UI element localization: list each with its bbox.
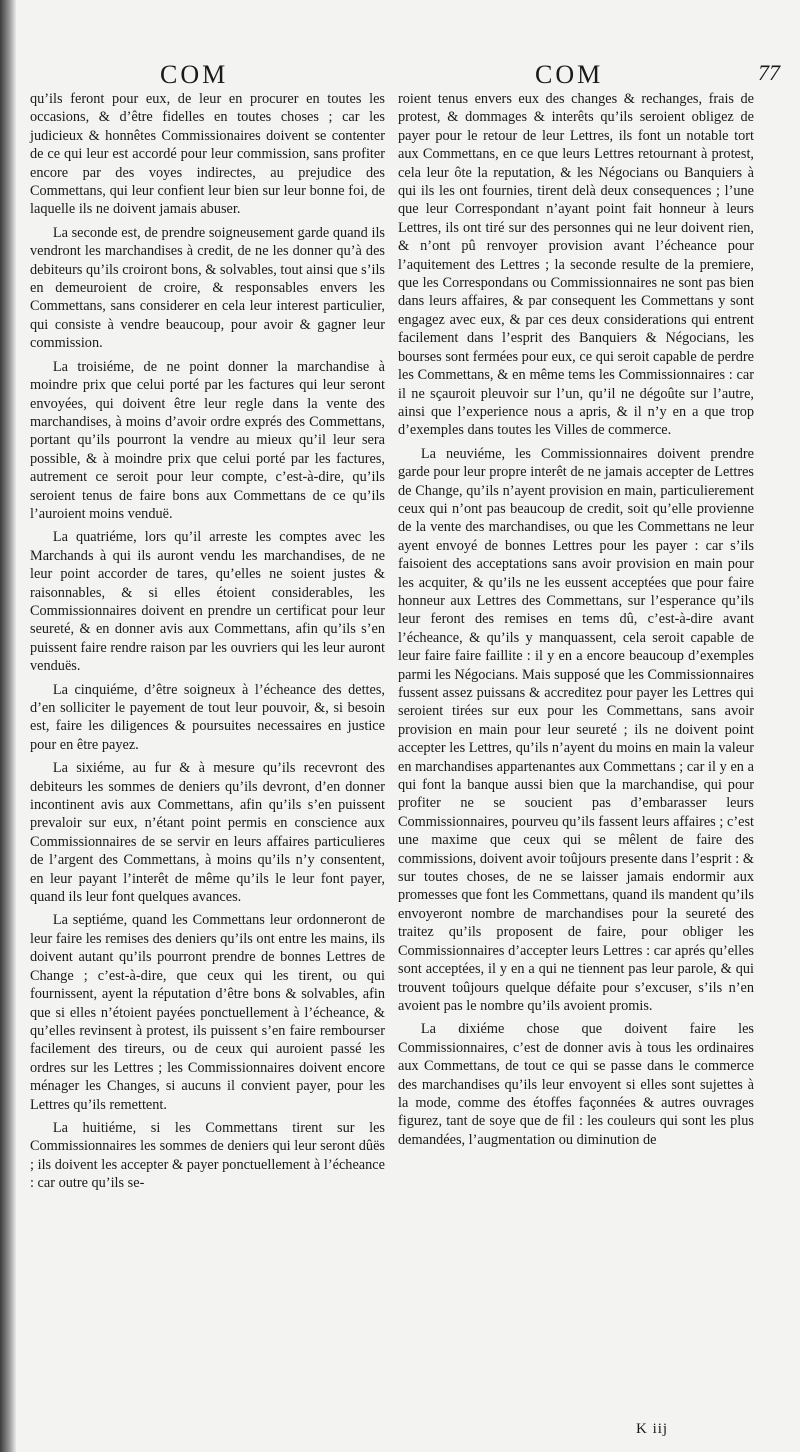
right-column	[398, 90, 754, 1149]
page-header	[20, 52, 780, 92]
paragraph: La quatriéme, lors qu’il arreste les comptes avec les Marchands à qui ils auront vendu les marchandises, de ne leur point accorder de tares, qu’elles ne soient justes & raisonnables, & si elles étoient considerables, les Commissionnaires doivent en prendre un certificat pour leur seureté, & en donner avis aux Commettans, afin qu’ils s’en puissent faire rendre raison par les ouvriers qui les leur auront venduës.	[30, 529, 385, 675]
paragraph: La neuviéme, les Commissionnaires doivent prendre garde pour leur propre interêt de ne jamais accepter de Lettres de Change, qu’ils n’ayent provision en main, particulierement ceux qui n’ont pas beaucoup de credit, soit qu’elle provienne de la vente des marchandises, ou que les Commettans ne leur ayent envoyé de bonnes Lettres pour les payer : car s’ils faisoient des acceptations sans avoir provision en main pour les acquiter, & qu’ils ne les eussent acceptées que pour faire honneur aux Lettres des Commettans, sur l’esperance qu’ils leur feront des remises en tems dû, c’est-à-dire avant l’écheance, & qu’ils y manquassent, cela seroit capable de leur faire faire faillite : il y en a encore beaucoup d’exemples parmi les Négocians. Mais supposé que les Commissionnaires fussent assez puissans & accreditez pour payer les Lettres qui seroient tirées sur eux pour les Commettans, sans avoir provision en main pour leur seureté ; ils ne doivent point accepter les Lettres, qu’ils n’ayent du moins en main la valeur en marchandises appartenantes aux Commettans ; car il y en a qui font la banque aussi bien que la marchandise, qui pour profiter ne se soucient pas d’embarasser leurs Commissionnaires, pourveu qu’ils fassent leurs affaires ; c’est une maxime que ceux qui se mêlent de faire des commissions, doivent avoir toûjours presente dans l’esprit : & sur toutes choses, de ne se laisser jamais endormir aux promesses que font les Commettans, quand ils mandent qu’ils envoyeront nombre de marchandises pour la seureté des traitez qu’ils proposent de faire, pour obliger les Commissionnaires d’accepter leurs Lettres : car aprés qu’elles sont acceptées, il y en a qui ne tiennent pas leur parole, & qui trouvent toûjours quelque défaite pour s’excuser, s’ils n’en avoient pas le nombre qu’ils avoient promis.	[398, 445, 754, 1014]
paragraph: qu’ils feront pour eux, de leur en procurer en toutes les occasions, & d’être fidelles en toutes choses ; car les judicieux & honnêtes Commissionaires doivent se contenter de ce qui leur est accordé pour leur commission, sans profiter encore par des voyes indirectes, au prejudice des Commettans, qui leur confient leur bien sur leur bonne foi, de laquelle ils ne doivent jamais abuser.	[30, 91, 385, 218]
page-number: 77	[758, 60, 780, 85]
paragraph: roient tenus envers eux des changes & rechanges, frais de protest, & dommages & interêts qu’ils seroient obligez de payer pour le retour de leur Lettres, ils font un notable tort aux Commettans, en ce que leurs Lettres retournant à protest, cela leur ôte la reputation, & les Négocians ou Banquiers à qui ils les ont fournies, tirent delà deux consequences ; l’une que leur Correspondant n’ayant point fait honneur à leurs Lettres, ils ont tiré sur des personnes qui ne leur doivent rien, & n’ont pû renvoyer provision avant l’écheance pour l’aquitement des Lettres ; la seconde resulte de la premiere, que les Correspondans ou Commissionnaires ne sont pas bien dans leurs affaires, & par consequent les Commettans y sont engagez avec eux, & par ces deux considerations qui entrent facilement dans l’esprit des Banquiers & Négocians, les bourses sont fermées pour eux, ce qui seroit capable de perdre les Commettans, & en même tems les Commissionnaires : car il ne sçauroit pleuvoir sur l’un, qu’il ne dégoûte sur l’autre, ainsi que l’experience nous a apris, & il n’y en a que trop d’exemples dans toutes les Villes de commerce.	[398, 91, 754, 439]
paragraph: La septiéme, quand les Commettans leur ordonneront de leur faire les remises des deniers qu’ils ont entre les mains, ils doivent autant qu’ils pourront prendre de bonnes Lettres de Change ; c’est-à-dire, que ceux qui les tirent, ou qui fournissent, ayent la réputation d’être bons & solvables, afin que si elles n’étoient payées ponctuellement à l’écheance, & qu’elles revinsent à protest, ils puissent s’en faire rembourser facilement des tireurs, ou de ceux qui auroient passé les ordres sur les Lettres ; les Commissionnaires doivent encore ménager les Changes, si aucuns il convient payer, pour les Lettres qu’ils remettent.	[30, 912, 385, 1113]
paragraph: La seconde est, de prendre soigneusement garde quand ils vendront les marchandises à credit, de ne les donner qu’à des debiteurs qu’ils croiront bons, & solvables, tout ainsi que s’ils en demeuroient de croire, & responsables envers les Commettans, sans considerer en cela leur interest particulier, qui consiste à vendre beaucoup, pour avoir & gagner leur commission.	[30, 224, 385, 352]
left-column	[30, 90, 385, 1193]
binding-gutter	[0, 0, 16, 1452]
running-head-right: COM	[535, 60, 604, 89]
paragraph: La troisiéme, de ne point donner la marchandise à moindre prix que celui porté par les factures qui leur seront envoyées, qui doivent être leur regle dans la vente des marchandises, à moins d’avoir ordre exprés des Commettans, portant qu’ils pourront la vendre au mieux qu’il leur sera possible, & à moindre prix que celui porté par les factures, autrement ce seroit pour leur compte, c’est-à-dire, qu’ils seroient tenus de faire bons aux Commettans de ce qu’ils l’auroient moins venduë.	[30, 358, 385, 522]
paragraph: La huitiéme, si les Commettans tirent sur les Commissionnaires les sommes de deniers qui leur seront dûës ; ils doivent les accepter & payer ponctuellement à l’écheance : car outre qu’ils se-	[30, 1119, 385, 1192]
paragraph: La sixiéme, au fur & à mesure qu’ils recevront des debiteurs les sommes de deniers qu’ils devront, d’en donner incontinent avis aux Commettans, afin qu’ils s’en puissent prevaloir sur eux, n’étant point permis en conscience aux Commissionnaires de se servir en leurs affaires particulieres de l’argent des Commettans, à moins qu’ils n’y consentent, en leur payant l’interêt de même qu’ils le leur font payer, quand ils leur font quelques avances.	[30, 760, 385, 906]
signature-mark: K iij	[636, 1421, 669, 1437]
paragraph: La cinquiéme, d’être soigneux à l’écheance des dettes, d’en solliciter le payement de tout leur pouvoir, &, si besoin est, faire les diligences & poursuites necessaires en justice pour en être payez.	[30, 681, 385, 753]
running-head-left: COM	[160, 60, 229, 89]
paragraph: La dixiéme chose que doivent faire les Commissionnaires, c’est de donner avis à tous les ordinaires aux Commettans, de tout ce qui se passe dans le commerce des marchandises qu’ils leur envoyent si elles sont sujettes à la mode, comme des étoffes façonnées & autres ouvrages figurez, tant de soye que de fil : les couleurs qui sont les plus demandées, l’augmentation ou diminution de	[398, 1021, 754, 1148]
